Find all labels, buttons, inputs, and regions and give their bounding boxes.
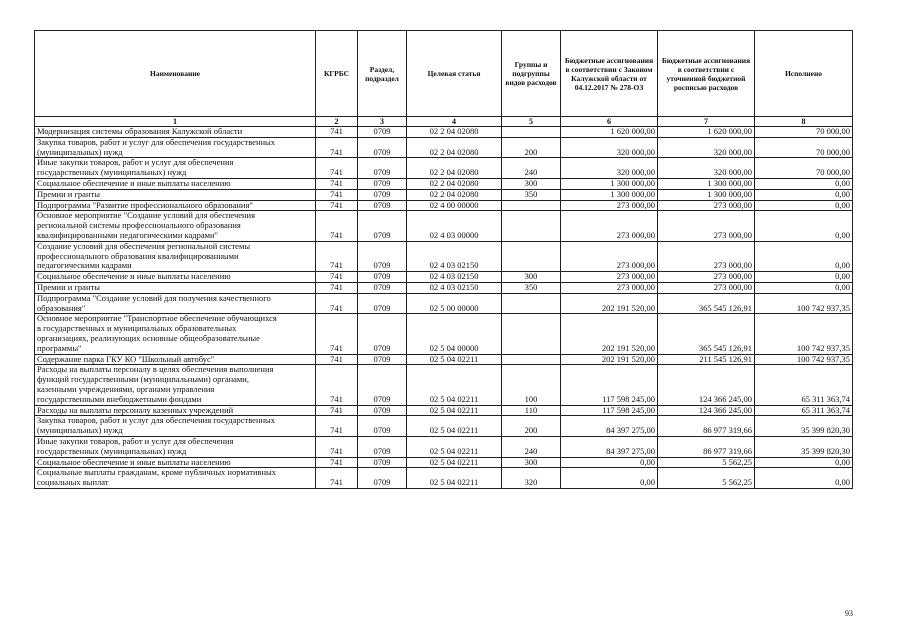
table-row xyxy=(35,405,853,416)
cell-done: 100 742 937,35 xyxy=(755,354,853,365)
column-number-done: 8 xyxy=(755,117,853,127)
row-name xyxy=(35,127,316,138)
cell-razdel: 0709 xyxy=(358,127,407,138)
row-name-line: (муниципальных) нужд xyxy=(37,425,123,436)
cell-b1: 273 000,00 xyxy=(561,241,658,271)
table-row xyxy=(35,436,853,457)
cell-razdel: 0709 xyxy=(358,457,407,468)
cell-b1: 320 000,00 xyxy=(561,137,658,158)
cell-done: 0,00 xyxy=(755,457,853,468)
row-name-line: Закупка товаров, работ и услуг для обеспечения государственных xyxy=(37,415,276,426)
row-name-line: социальных выплат xyxy=(37,477,109,488)
row-name-line: Подпрограмма "Развитие профессионального образования" xyxy=(37,200,253,210)
cell-kgrbs: 741 xyxy=(316,158,358,179)
cell-b1: 117 598 245,00 xyxy=(561,405,658,416)
cell-kgrbs: 741 xyxy=(316,436,358,457)
cell-vr xyxy=(502,354,561,365)
row-name xyxy=(35,200,316,211)
column-number-kgrbs: 2 xyxy=(316,117,358,127)
column-number-vr: 5 xyxy=(502,117,561,127)
cell-cs: 02 4 03 02150 xyxy=(407,272,502,283)
cell-b1: 273 000,00 xyxy=(561,272,658,283)
column-header-cs: Целевая статья xyxy=(407,31,502,117)
row-name-line: образования" xyxy=(37,302,86,313)
row-name xyxy=(35,468,316,489)
cell-cs: 02 5 04 02211 xyxy=(407,416,502,437)
row-name xyxy=(35,158,316,179)
cell-vr: 320 xyxy=(502,468,561,489)
cell-cs: 02 4 03 00000 xyxy=(407,211,502,241)
cell-kgrbs: 741 xyxy=(316,178,358,189)
cell-b1: 202 191 520,00 xyxy=(561,293,658,314)
row-name-line: государственных (муниципальных) нужд xyxy=(37,445,187,456)
table-row xyxy=(35,365,853,405)
cell-b2: 124 366 245,00 xyxy=(658,405,755,416)
cell-kgrbs: 741 xyxy=(316,127,358,138)
row-name xyxy=(35,282,316,293)
table-row xyxy=(35,178,853,189)
table-row xyxy=(35,158,853,179)
cell-cs: 02 5 04 02211 xyxy=(407,405,502,416)
cell-b2: 124 366 245,00 xyxy=(658,365,755,405)
cell-b2: 86 977 319,66 xyxy=(658,416,755,437)
cell-b2: 273 000,00 xyxy=(658,241,755,271)
column-header-vr: Группы и подгруппы видов расходов xyxy=(502,31,561,117)
cell-vr xyxy=(502,211,561,241)
cell-cs: 02 2 04 02080 xyxy=(407,158,502,179)
column-header-b1: Бюджетные ассигнования в соответствии с Законом Калужской области от 04.12.2017 № 278-ОЗ xyxy=(561,31,658,117)
cell-b1: 1 300 000,00 xyxy=(561,178,658,189)
cell-vr: 100 xyxy=(502,365,561,405)
row-name xyxy=(35,293,316,314)
cell-kgrbs: 741 xyxy=(316,405,358,416)
cell-done: 100 742 937,35 xyxy=(755,293,853,314)
cell-kgrbs: 741 xyxy=(316,314,358,354)
table-row xyxy=(35,241,853,271)
cell-b2: 5 562,25 xyxy=(658,468,755,489)
cell-b2: 273 000,00 xyxy=(658,211,755,241)
cell-razdel: 0709 xyxy=(358,200,407,211)
row-name-line: казенными учреждениями, органами управления xyxy=(37,383,215,394)
row-name-line: региональной системы профессионального образования xyxy=(37,220,241,231)
cell-done: 35 399 820,30 xyxy=(755,416,853,437)
cell-done: 0,00 xyxy=(755,200,853,211)
cell-vr xyxy=(502,241,561,271)
cell-b1: 1 300 000,00 xyxy=(561,189,658,200)
row-name-line: (муниципальных) нужд xyxy=(37,146,123,157)
cell-vr xyxy=(502,293,561,314)
table-row xyxy=(35,282,853,293)
row-name xyxy=(35,178,316,189)
cell-kgrbs: 741 xyxy=(316,354,358,365)
cell-b2: 86 977 319,66 xyxy=(658,436,755,457)
row-name-line: педагогическими кадрами xyxy=(37,260,132,271)
cell-kgrbs: 741 xyxy=(316,457,358,468)
cell-b1: 202 191 520,00 xyxy=(561,314,658,354)
cell-vr: 110 xyxy=(502,405,561,416)
cell-b1: 84 397 275,00 xyxy=(561,416,658,437)
row-name-line: Расходы на выплаты персоналу в целях обеспечения выполнения xyxy=(37,364,274,375)
cell-cs: 02 5 04 02211 xyxy=(407,365,502,405)
column-number-cs: 4 xyxy=(407,117,502,127)
cell-razdel: 0709 xyxy=(358,272,407,283)
cell-done: 65 311 363,74 xyxy=(755,365,853,405)
budget-execution-table xyxy=(34,30,853,489)
row-name xyxy=(35,416,316,437)
row-name xyxy=(35,241,316,271)
table-row xyxy=(35,457,853,468)
cell-b2: 1 620 000,00 xyxy=(658,127,755,138)
cell-cs: 02 2 04 02080 xyxy=(407,189,502,200)
cell-vr: 300 xyxy=(502,457,561,468)
cell-razdel: 0709 xyxy=(358,416,407,437)
cell-razdel: 0709 xyxy=(358,137,407,158)
cell-b1: 0,00 xyxy=(561,468,658,489)
cell-razdel: 0709 xyxy=(358,178,407,189)
row-name-line: Социальное обеспечение и иные выплаты населению xyxy=(37,271,231,282)
row-name-line: Закупка товаров, работ и услуг для обеспечения государственных xyxy=(37,137,276,147)
cell-done: 0,00 xyxy=(755,272,853,283)
column-number-row xyxy=(35,117,853,127)
table-row xyxy=(35,211,853,241)
cell-kgrbs: 741 xyxy=(316,365,358,405)
cell-razdel: 0709 xyxy=(358,365,407,405)
header-row xyxy=(35,31,853,117)
column-header-b2: Бюджетные ассигнования в соответствии с уточненной бюджетной росписью расходов xyxy=(658,31,755,117)
cell-done: 100 742 937,35 xyxy=(755,314,853,354)
cell-razdel: 0709 xyxy=(358,405,407,416)
cell-cs: 02 5 04 00000 xyxy=(407,314,502,354)
cell-done: 70 000,00 xyxy=(755,158,853,179)
row-name-line: Социальное обеспечение и иные выплаты населению xyxy=(37,457,231,467)
cell-b1: 273 000,00 xyxy=(561,282,658,293)
row-name xyxy=(35,314,316,354)
row-name-line: в государственных и муниципальных образовательных xyxy=(37,323,237,334)
cell-b2: 365 545 126,91 xyxy=(658,293,755,314)
row-name-line: Иные закупки товаров, работ и услуг для обеспечения xyxy=(37,157,234,168)
cell-kgrbs: 741 xyxy=(316,416,358,437)
row-name xyxy=(35,436,316,457)
row-name-line: Модернизация системы образования Калужской области xyxy=(37,126,243,136)
row-name-line: Подпрограмма "Создание условий для получения качественного xyxy=(37,293,271,303)
row-name-line: Основное мероприятие "Создание условий для обеспечения xyxy=(37,210,256,221)
cell-b1: 320 000,00 xyxy=(561,158,658,179)
cell-kgrbs: 741 xyxy=(316,200,358,211)
cell-cs: 02 2 04 02080 xyxy=(407,178,502,189)
row-name-line: Премии и гранты xyxy=(37,189,100,199)
row-name-line: организациях, реализующих основные общеобразовательные xyxy=(37,332,260,343)
table-row xyxy=(35,127,853,138)
row-name-line: Премии и гранты xyxy=(37,282,100,292)
column-number-b1: 6 xyxy=(561,117,658,127)
cell-kgrbs: 741 xyxy=(316,468,358,489)
table-row xyxy=(35,354,853,365)
cell-b2: 5 562,25 xyxy=(658,457,755,468)
cell-vr xyxy=(502,314,561,354)
cell-done: 0,00 xyxy=(755,241,853,271)
cell-vr: 300 xyxy=(502,178,561,189)
cell-vr xyxy=(502,200,561,211)
cell-cs: 02 5 04 02211 xyxy=(407,468,502,489)
cell-b2: 1 300 000,00 xyxy=(658,178,755,189)
row-name xyxy=(35,405,316,416)
cell-b1: 84 397 275,00 xyxy=(561,436,658,457)
cell-kgrbs: 741 xyxy=(316,282,358,293)
table-row xyxy=(35,416,853,437)
column-header-kgrbs: КГРБС xyxy=(316,31,358,117)
cell-vr: 350 xyxy=(502,282,561,293)
table-row xyxy=(35,200,853,211)
cell-vr xyxy=(502,127,561,138)
cell-razdel: 0709 xyxy=(358,189,407,200)
cell-b2: 273 000,00 xyxy=(658,272,755,283)
cell-b1: 273 000,00 xyxy=(561,211,658,241)
column-number-razdel: 3 xyxy=(358,117,407,127)
cell-razdel: 0709 xyxy=(358,282,407,293)
cell-b2: 273 000,00 xyxy=(658,200,755,211)
row-name xyxy=(35,137,316,158)
cell-done: 0,00 xyxy=(755,178,853,189)
column-number-b2: 7 xyxy=(658,117,755,127)
cell-b2: 211 545 126,91 xyxy=(658,354,755,365)
cell-kgrbs: 741 xyxy=(316,272,358,283)
cell-razdel: 0709 xyxy=(358,158,407,179)
row-name xyxy=(35,457,316,468)
table-row xyxy=(35,137,853,158)
cell-done: 0,00 xyxy=(755,468,853,489)
cell-done: 0,00 xyxy=(755,189,853,200)
row-name-line: Содержание парка ГКУ КО "Школьный автобус" xyxy=(37,354,215,364)
cell-cs: 02 5 00 00000 xyxy=(407,293,502,314)
cell-cs: 02 2 04 02080 xyxy=(407,137,502,158)
cell-razdel: 0709 xyxy=(358,211,407,241)
cell-cs: 02 4 03 02150 xyxy=(407,282,502,293)
cell-b1: 273 000,00 xyxy=(561,200,658,211)
cell-cs: 02 5 04 02211 xyxy=(407,457,502,468)
row-name-line: Основное мероприятие "Транспортное обеспечение обучающихся xyxy=(37,313,277,324)
table-row xyxy=(35,293,853,314)
table-body xyxy=(35,127,853,489)
row-name xyxy=(35,189,316,200)
cell-b2: 273 000,00 xyxy=(658,282,755,293)
cell-cs: 02 4 00 00000 xyxy=(407,200,502,211)
cell-razdel: 0709 xyxy=(358,314,407,354)
row-name xyxy=(35,354,316,365)
row-name xyxy=(35,272,316,283)
row-name-line: государственных (муниципальных) нужд xyxy=(37,167,187,178)
table-row xyxy=(35,189,853,200)
cell-b2: 1 300 000,00 xyxy=(658,189,755,200)
cell-kgrbs: 741 xyxy=(316,241,358,271)
row-name-line: Социальное обеспечение и иные выплаты населению xyxy=(37,178,231,188)
cell-razdel: 0709 xyxy=(358,354,407,365)
cell-cs: 02 2 04 02080 xyxy=(407,127,502,138)
cell-cs: 02 5 04 02211 xyxy=(407,436,502,457)
cell-vr: 240 xyxy=(502,158,561,179)
cell-cs: 02 4 03 02150 xyxy=(407,241,502,271)
table-row xyxy=(35,272,853,283)
cell-razdel: 0709 xyxy=(358,468,407,489)
cell-kgrbs: 741 xyxy=(316,293,358,314)
cell-vr: 240 xyxy=(502,436,561,457)
cell-kgrbs: 741 xyxy=(316,211,358,241)
table-row xyxy=(35,468,853,489)
cell-vr: 300 xyxy=(502,272,561,283)
cell-razdel: 0709 xyxy=(358,293,407,314)
budget-table-container xyxy=(34,30,852,489)
cell-done: 70 000,00 xyxy=(755,127,853,138)
table-row xyxy=(35,314,853,354)
row-name-line: Расходы на выплаты персоналу казенных учреждений xyxy=(37,405,234,415)
column-header-razdel: Раздел, подраздел xyxy=(358,31,407,117)
cell-done: 70 000,00 xyxy=(755,137,853,158)
cell-done: 0,00 xyxy=(755,211,853,241)
cell-b1: 202 191 520,00 xyxy=(561,354,658,365)
cell-done: 65 311 363,74 xyxy=(755,405,853,416)
row-name-line: квалифицированными педагогическими кадрами" xyxy=(37,229,219,240)
row-name-line: Социальные выплаты гражданам, кроме публичных нормативных xyxy=(37,467,277,478)
row-name-line: профессионального образования квалифицированными xyxy=(37,250,239,261)
column-header-name: Наименование xyxy=(35,31,316,117)
row-name-line: программы" xyxy=(37,342,82,353)
cell-vr: 200 xyxy=(502,416,561,437)
column-header-done: Исполнено xyxy=(755,31,853,117)
row-name xyxy=(35,211,316,241)
cell-b1: 1 620 000,00 xyxy=(561,127,658,138)
cell-b2: 320 000,00 xyxy=(658,158,755,179)
row-name xyxy=(35,365,316,405)
cell-vr: 350 xyxy=(502,189,561,200)
cell-b1: 0,00 xyxy=(561,457,658,468)
cell-razdel: 0709 xyxy=(358,241,407,271)
cell-kgrbs: 741 xyxy=(316,137,358,158)
cell-kgrbs: 741 xyxy=(316,189,358,200)
row-name-line: государственными внебюджетными фондами xyxy=(37,393,202,404)
row-name-line: функций государственными (муниципальными) органами, xyxy=(37,374,249,385)
column-number-name: 1 xyxy=(35,117,316,127)
cell-b2: 365 545 126,91 xyxy=(658,314,755,354)
cell-vr: 200 xyxy=(502,137,561,158)
cell-done: 35 399 820,30 xyxy=(755,436,853,457)
cell-cs: 02 5 04 02211 xyxy=(407,354,502,365)
cell-done: 0,00 xyxy=(755,282,853,293)
cell-b1: 117 598 245,00 xyxy=(561,365,658,405)
row-name-line: Создание условий для обеспечения региональной системы xyxy=(37,241,251,251)
page-number: 93 xyxy=(845,609,853,618)
cell-razdel: 0709 xyxy=(358,436,407,457)
cell-b2: 320 000,00 xyxy=(658,137,755,158)
row-name-line: Иные закупки товаров, работ и услуг для обеспечения xyxy=(37,436,234,446)
